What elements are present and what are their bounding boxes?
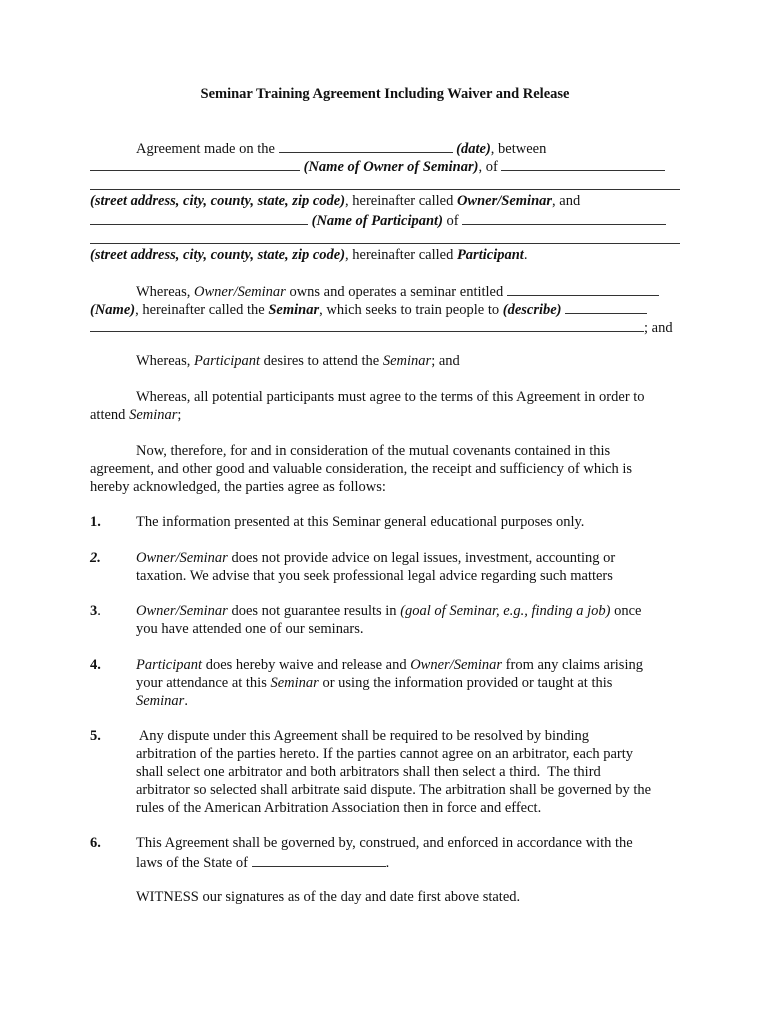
- item-number: 4.: [90, 657, 101, 673]
- item-4-text: your attendance at this Seminar or using the information provided or taught at this: [136, 675, 613, 691]
- item-4-text: Seminar.: [136, 693, 188, 709]
- whereas-participant-line: Whereas, Participant desires to attend the Seminar; and: [136, 353, 460, 369]
- date-field[interactable]: [279, 138, 453, 153]
- item-5-text: rules of the American Arbitration Association then in force and effect.: [136, 800, 542, 816]
- owner-address-caption: (street address, city, county, state, zip code), hereinafter called Owner/Seminar, and: [90, 193, 581, 209]
- item-5-text: Any dispute under this Agreement shall be required to be resolved by binding: [136, 728, 590, 744]
- item-4-text: Participant does hereby waive and release and Owner/Seminar from any claims arising: [136, 657, 643, 673]
- item-5-text: shall select one arbitrator and both arbitrators shall then select a third. The third: [136, 764, 601, 780]
- participant-address-field[interactable]: [462, 210, 666, 225]
- item-2-text: taxation. We advise that you seek professional legal advice regarding such matters: [136, 568, 613, 584]
- whereas-owner-line: Whereas, Owner/Seminar owns and operates a seminar entitled: [136, 281, 659, 299]
- item-6-text: This Agreement shall be governed by, construed, and enforced in accordance with the: [136, 835, 633, 851]
- witness-line: WITNESS our signatures as of the day and date first above stated.: [136, 889, 521, 905]
- item-number: 2.: [90, 550, 101, 566]
- document-title: Seminar Training Agreement Including Waiver and Release: [200, 86, 570, 102]
- item-3-text: Owner/Seminar does not guarantee results in (goal of Seminar, e.g., finding a job) once: [136, 603, 642, 619]
- participant-name-field[interactable]: [90, 210, 308, 225]
- state-field[interactable]: [252, 852, 386, 867]
- item-5-text: arbitrator so selected shall arbitrate said dispute. The arbitration shall be governed by the: [136, 782, 652, 798]
- participant-address-line-field[interactable]: [90, 243, 680, 244]
- whereas-describe-cont: ; and: [90, 317, 673, 335]
- item-3-text: you have attended one of our seminars.: [136, 621, 364, 637]
- now-therefore-line: agreement, and other good and valuable consideration, the receipt and sufficiency of which is: [90, 461, 633, 477]
- item-number: 5.: [90, 728, 101, 744]
- whereas-terms-cont: attend Seminar;: [90, 407, 182, 423]
- item-number: 3.: [90, 603, 101, 619]
- participant-address-caption: (street address, city, county, state, zip code), hereinafter called Participant.: [90, 247, 528, 263]
- owner-address-line-field[interactable]: [90, 189, 680, 190]
- describe-field-cont[interactable]: [90, 317, 644, 332]
- item-6-text: laws of the State of .: [136, 852, 389, 870]
- now-therefore-line: Now, therefore, for and in consideration of the mutual covenants contained in this: [136, 443, 611, 459]
- owner-name-line: (Name of Owner of Seminar), of: [90, 156, 665, 174]
- describe-field[interactable]: [565, 299, 647, 314]
- item-number: 1.: [90, 514, 101, 530]
- item-2-text: Owner/Seminar does not provide advice on legal issues, investment, accounting or: [136, 550, 616, 566]
- agreement-date-line: Agreement made on the (date), between: [136, 138, 546, 156]
- item-1-text: The information presented at this Seminar general educational purposes only.: [136, 514, 585, 530]
- owner-name-field[interactable]: [90, 156, 300, 171]
- seminar-name-field[interactable]: [507, 281, 659, 296]
- whereas-seminar-line: (Name), hereinafter called the Seminar, which seeks to train people to (describe): [90, 299, 647, 317]
- owner-address-field[interactable]: [501, 156, 665, 171]
- item-5-text: arbitration of the parties hereto. If the parties cannot agree on an arbitrator, each party: [136, 746, 634, 762]
- participant-name-line: (Name of Participant) of: [90, 210, 666, 228]
- item-number: 6.: [90, 835, 101, 851]
- now-therefore-line: hereby acknowledged, the parties agree as follows:: [90, 479, 386, 495]
- whereas-terms-line: Whereas, all potential participants must agree to the terms of this Agreement in order to: [136, 389, 645, 405]
